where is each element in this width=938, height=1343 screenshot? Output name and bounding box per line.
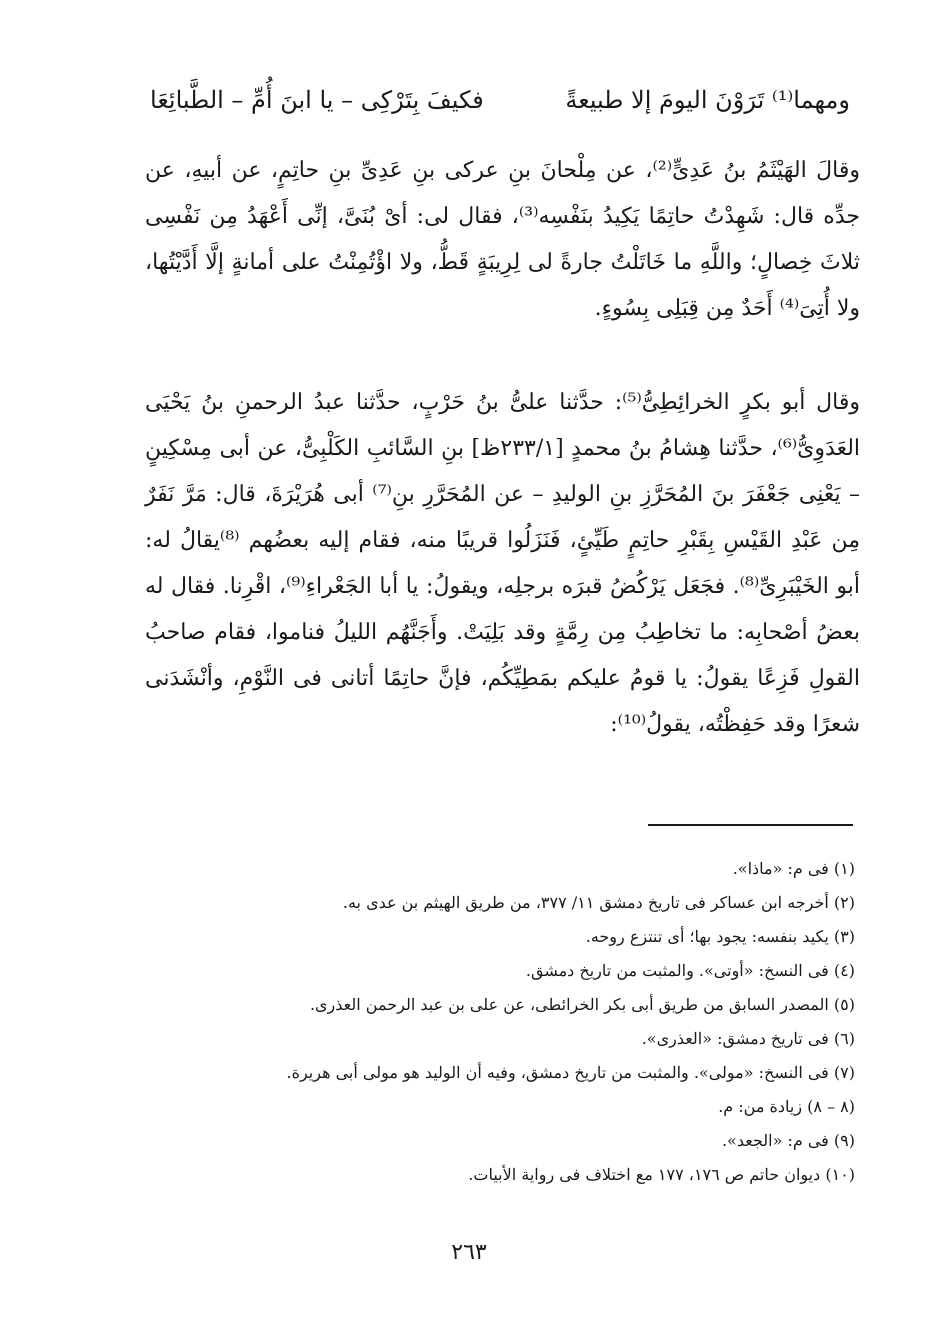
footnote-1: (١) فى م: «ماذا». [732,859,855,878]
verse-first-hemistich: ومهما⁽¹⁾ تَرَوْنَ اليومَ إلا طبيعةً [565,86,850,114]
footnote-9: (٩) فى م: «الجعد». [721,1131,855,1150]
paragraph-kharaiti: وقال أبو بكرٍ الخرائِطِىُّ⁽⁵⁾: حدَّثنا علىُّ بنُ حَرْبٍ، حدَّثنا عبدُ الرحمنِ بنُ يَحْيَى العَدَوِىُّ⁽⁶⁾، حدَّثنا هِشامُ بنُ محمدٍ [٢٣٣/١ظ] بنِ السَّائبِ الكَلْبِىُّ، عن أبى مِسْكِينٍ – يَعْنِى جَعْفَرَ بنَ المُحَرَّزِ بنِ الوليدِ – عن المُحَرَّرِ بنِ⁽⁷⁾ أبى هُرَيْرَةَ، قال: مَرَّ نَفَرٌ مِن عَبْدِ القَيْسِ بِقَبْرِ حاتِمٍ طَيِّئٍ، فَنَزَلُوا قريبًا منه، فقام إليه بعضُهم ⁽⁸⁾يقالُ له: أبو الخَيْبَرِىِّ⁽⁸⁾. فجَعَل يَرْكُضُ قبرَه برجلِه، ويقولُ: يا أبا الجَعْراءِ⁽⁹⁾، اقْرِنا. فقال له بعضُ أصْحابِه: ما تخاطِبُ مِن رِمَّةٍ وقد بَلِيَتْ. وأَجَنَّهُم الليلُ فناموا، فقام صاحبُ القولِ فَزِعًا يقولُ: يا قومُ عليكم بمَطِيِّكُم، فإنَّ حاتِمًا أتانى فى النَّوْمِ، وأنْشَدَنى شعرًا وقد حَفِظْتُه، يقولُ⁽¹⁰⁾: [145,390,861,737]
verse-second-hemistich: فكيفَ بِتَرْكِى – يا ابنَ أُمِّ – الطَّبائِعَا [150,86,484,114]
footnote-2: (٢) أخرجه ابن عساكر فى تاريخ دمشق ١١/ ٣٧٧، من طريق الهيثم بن عدى به. [342,893,855,912]
footnotes-list [150,852,855,1192]
poem-verse [150,78,850,122]
footnote-8: (٨ – ٨) زيادة من: م. [718,1097,855,1116]
footnote-10: (١٠) ديوان حاتم ص ١٧٦، ١٧٧ مع اختلاف فى رواية الأبيات. [468,1165,855,1184]
footnote-5: (٥) المصدر السابق من طريق أبى بكر الخرائطى، عن على بن عبد الرحمن العذرى. [309,995,855,1014]
footnote-7: (٧) فى النسخ: «مولى». والمثبت من تاريخ دمشق، وفيه أن الوليد هو مولى أبى هريرة. [286,1063,855,1082]
page-number: ٢٦٣ [451,1240,487,1265]
footnote-6: (٦) فى تاريخ دمشق: «العذرى». [641,1029,855,1048]
footnote-4: (٤) فى النسخ: «أوتى». والمثبت من تاريخ دمشق. [525,961,855,980]
footnote-separator [648,824,853,826]
footnote-3: (٣) يكيد بنفسه: يجود بها؛ أى تنتزع روحه. [585,927,855,946]
paragraph-haytham: وقالَ الهَيْثَمُ بنُ عَدِىٍّ⁽²⁾، عن مِلْحانَ بنِ عركى بنِ عَدِىِّ بنِ حاتِمٍ، عن أبيهِ، عن جدِّه قال: شَهِدْتُ حاتِمًا يَكِيدُ بنَفْسِه⁽³⁾، فقال لى: أىْ بُنَىَّ، إنِّى أَعْهَدُ مِن نَفْسِى ثلاثَ خِصالٍ؛ واللَّهِ ما خَاتَلْتُ جارةً لى لِرِيبَةٍ قَطُّ، ولا اؤْتُمِنْتُ على أمانةٍ إلَّا أَدَّيْتُها، ولا أُتِىَ⁽⁴⁾ أَحَدٌ مِن قِبَلِى بِسُوءٍ. [145,158,860,321]
